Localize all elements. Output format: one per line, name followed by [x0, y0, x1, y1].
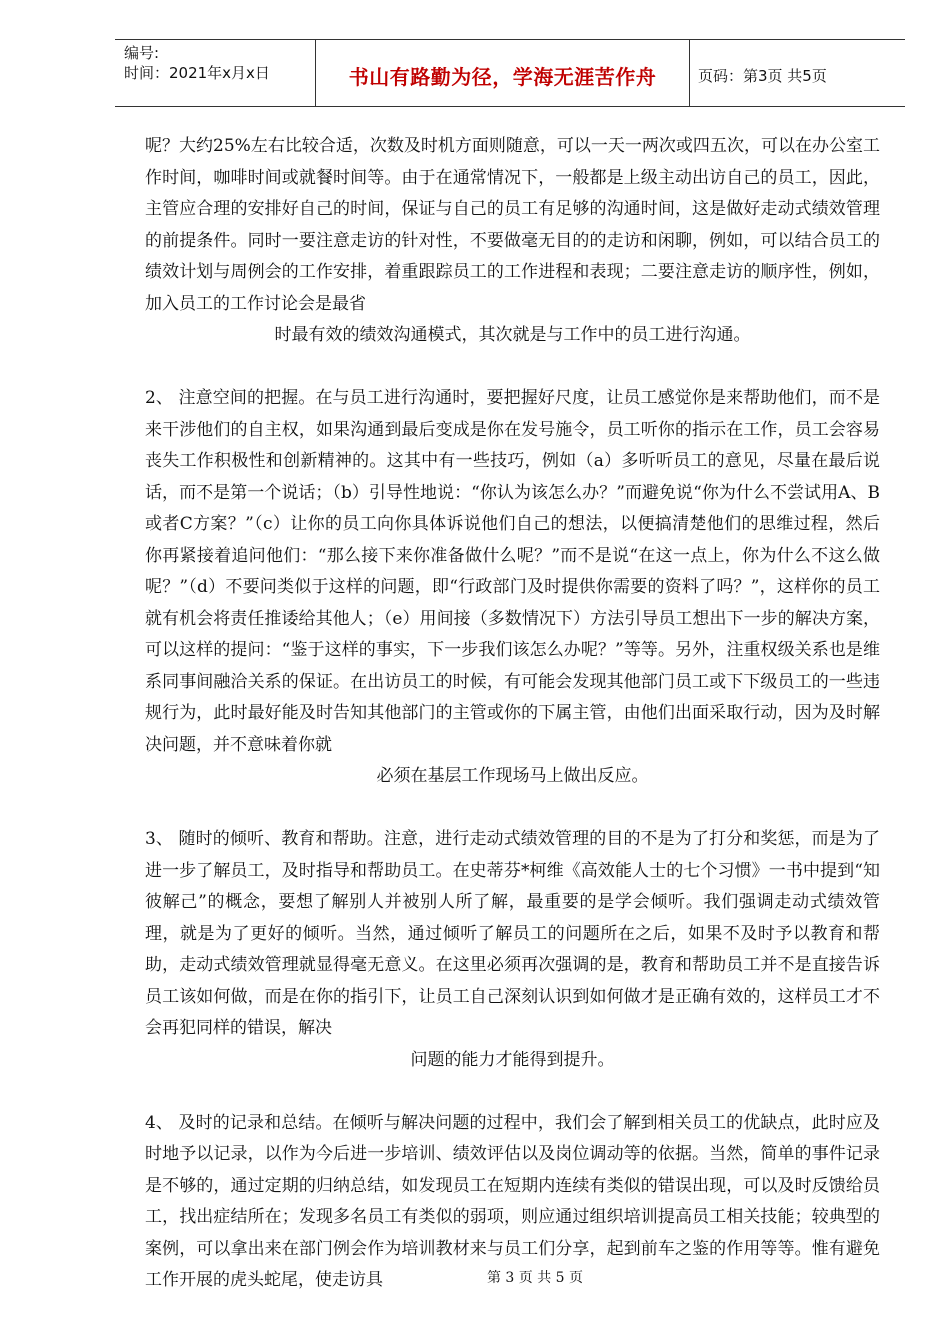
- paragraph-last-line: 问题的能力才能得到提升。: [410, 1049, 615, 1070]
- header-motto: 书山有路勤为径，学海无涯苦作舟: [316, 40, 690, 106]
- document-number-label: 编号:: [124, 44, 160, 62]
- document-body: [145, 131, 880, 1328]
- page-header: [115, 39, 905, 107]
- paragraph-1: [145, 131, 880, 352]
- paragraph-last-line: 必须在基层工作现场马上做出反应。: [376, 766, 649, 786]
- paragraph-2: [145, 383, 880, 793]
- header-page-info: 页码：第3页 共5页: [698, 66, 827, 85]
- paragraph-text: 4、 及时的记录和总结。在倾听与解决问题的过程中，我们会了解到相关员工的优缺点，此时应及时地予以记录，以作为今后进一步培训、绩效评估以及岗位调动等的依据。当然，简单的事件记录是不够的，通过定期的归纳总结，如发现员工在短期内连续有类似的错误出现，可以及时反馈给员工，找出症结所在；发现多名员工有类似的弱项，则应通过组织培训提高员工相关技能；较典型的案例，可以拿出来在部门例会作为培训教材来与员工们分享，起到前车之鉴的作用等等。惟有避免工作开展的虎头蛇尾，使走访具: [145, 1112, 880, 1290]
- header-meta: [115, 40, 316, 106]
- document-time: 时间：2021年x月x日: [124, 64, 270, 82]
- page-footer: 第 3 页 共 5 页: [486, 1270, 584, 1286]
- paragraph-3: [145, 824, 880, 1076]
- paragraph-last-line: 时最有效的绩效沟通模式，其次就是与工作中的员工进行沟通。: [274, 325, 751, 345]
- paragraph-text: 3、 随时的倾听、教育和帮助。注意，进行走动式绩效管理的目的不是为了打分和奖惩，而是为了进一步了解员工，及时指导和帮助员工。在史蒂芬*柯维《高效能人士的七个习惯》一书中提到“知彼解己”的概念，要想了解别人并被别人所了解，最重要的是学会倾听。我们强调走动式绩效管理，就是为了更好的倾听。当然，通过倾听了解员工的问题所在之后，如果不及时予以教育和帮助，走动式绩效管理就显得毫无意义。在这里必须再次强调的是，教育和帮助员工并不是直接告诉员工该如何做，而是在你的指引下，让员工自己深刻认识到如何做才是正确有效的，这样员工才不会再犯同样的错误，解决: [145, 829, 880, 1038]
- paragraph-text: 2、 注意空间的把握。在与员工进行沟通时，要把握好尺度，让员工感觉你是来帮助他们，而不是来干涉他们的自主权，如果沟通到最后变成是你在发号施令，员工听你的指示在工作，员工会容易丧失工作积极性和创新精神的。这其中有一些技巧，例如（a）多听听员工的意见，尽量在最后说话，而不是第一个说话；（b）引导性地说：“你认为该怎么办？”而避免说“你为什么不尝试用A、B或者C方案？”（c）让你的员工向你具体诉说他们自己的想法，以便搞清楚他们的思维过程，然后你再紧接着追问他们：“那么接下来你准备做什么呢？”而不是说“在这一点上，你为什么不这么做呢？”（d）不要问类似于这样的问题，即“行政部门及时提供你需要的资料了吗？”，这样你的员工就有机会将责任推诿给其他人；（e）用间接（多数情况下）方法引导员工想出下一步的解决方案，可以这样的提问：“鉴于这样的事实，下一步我们该怎么办呢？”等等。另外，注重权级关系也是维系同事间融洽关系的保证。在出访员工的时候，有可能会发现其他部门员工或下下级员工的一些违规行为，此时最好能及时告知其他部门的主管或你的下属主管，由他们出面采取行动，因为及时解决问题，并不意味着你就: [145, 388, 880, 755]
- paragraph-text: 呢？大约25%左右比较合适，次数及时机方面则随意，可以一天一两次或四五次，可以在办公室工作时间，咖啡时间或就餐时间等。由于在通常情况下，一般都是上级主动出访自己的员工，因此，主管应合理的安排好自己的时间，保证与自己的员工有足够的沟通时间，这是做好走动式绩效管理的前提条件。同时一要注意走访的针对性，不要做毫无目的的走访和闲聊，例如，可以结合员工的绩效计划与周例会的工作安排，着重跟踪员工的工作进程和表现；二要注意走访的顺序性，例如，加入员工的工作讨论会是最省: [145, 136, 880, 314]
